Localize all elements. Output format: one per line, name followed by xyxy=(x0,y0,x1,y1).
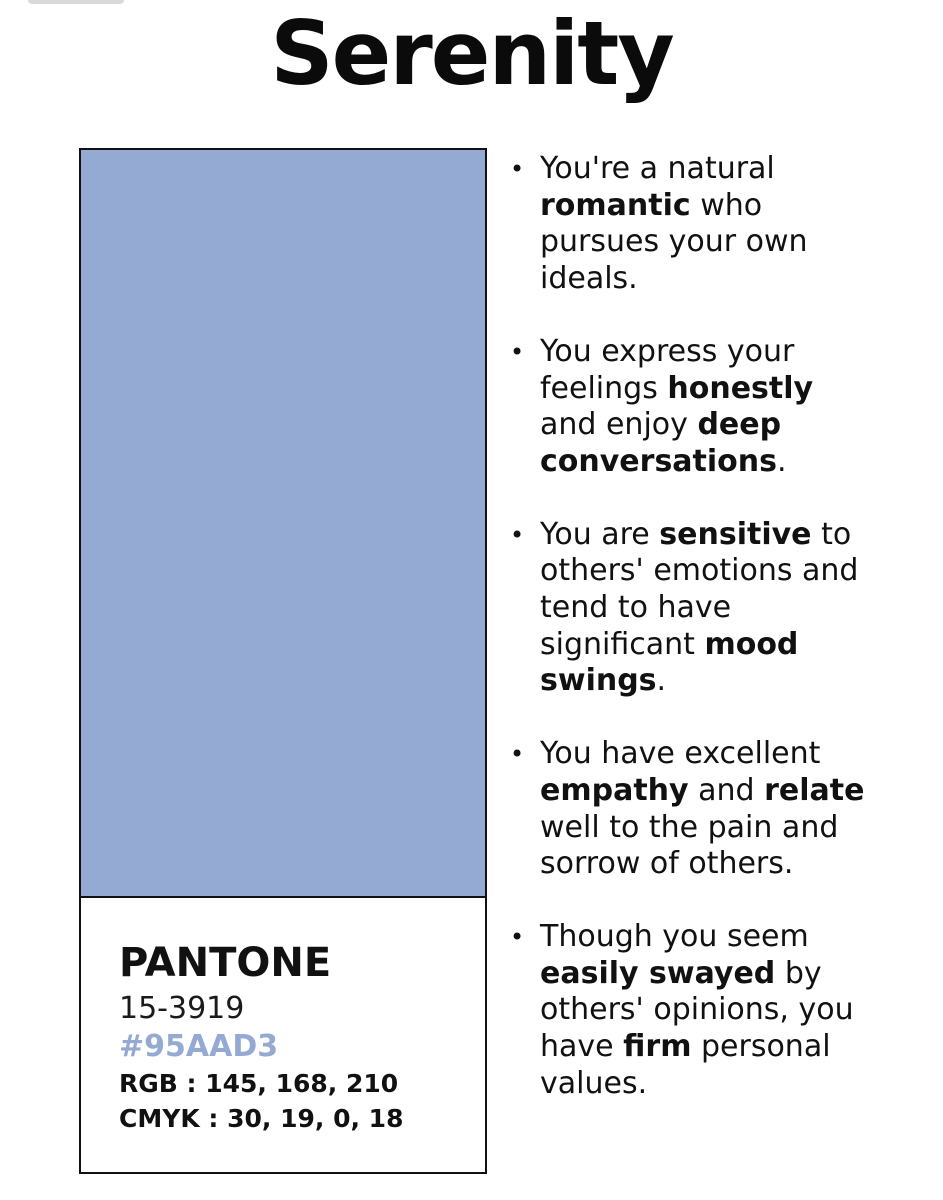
color-swatch xyxy=(81,150,485,898)
bullet-icon: • xyxy=(510,520,525,549)
pantone-hex: #95AAD3 xyxy=(119,1029,279,1064)
trait-emphasis: conversations xyxy=(540,443,777,479)
trait-emphasis: sensitive xyxy=(659,516,812,552)
trait-text: significant xyxy=(540,626,705,662)
trait-text: have xyxy=(540,1029,624,1065)
page-title: Serenity xyxy=(270,2,673,105)
trait-emphasis: mood xyxy=(704,626,799,662)
trait-text: by xyxy=(775,955,822,991)
trait-text: . xyxy=(656,663,667,699)
trait-emphasis: romantic xyxy=(540,187,691,223)
trait-text: pursues your own xyxy=(540,224,808,260)
pantone-info xyxy=(119,940,403,1136)
trait-text: tend to have xyxy=(540,590,732,626)
pantone-rgb: RGB : 145, 168, 210 xyxy=(119,1069,399,1098)
trait-text: well to the pain and xyxy=(540,809,839,845)
trait-text: to xyxy=(811,516,852,552)
trait-text: and xyxy=(688,772,765,808)
trait-emphasis: deep xyxy=(697,407,782,443)
trait-text: sorrow of others. xyxy=(540,846,794,882)
trait-emphasis: relate xyxy=(764,772,865,808)
bullet-icon: • xyxy=(510,922,525,951)
trait-emphasis: firm xyxy=(623,1029,692,1065)
trait-text: You're a natural xyxy=(540,151,775,186)
trait-item-empathy xyxy=(504,736,924,883)
trait-emphasis: easily swayed xyxy=(540,955,776,991)
trait-list xyxy=(504,151,924,1138)
trait-text: feelings xyxy=(540,370,668,406)
bullet-icon: • xyxy=(510,740,525,769)
trait-emphasis: empathy xyxy=(540,772,689,808)
trait-text: You are xyxy=(540,516,660,552)
trait-item-honesty xyxy=(504,334,924,481)
pantone-cmyk: CMYK : 30, 19, 0, 18 xyxy=(119,1104,404,1133)
trait-text: values. xyxy=(540,1065,648,1101)
trait-text: ideals. xyxy=(540,261,638,297)
trait-text: others' opinions, you xyxy=(540,992,854,1028)
trait-text: personal xyxy=(691,1029,831,1065)
bullet-icon: • xyxy=(510,337,525,366)
trait-item-romantic xyxy=(504,151,924,298)
trait-text: and enjoy xyxy=(540,407,698,443)
trait-text: Though you seem xyxy=(540,918,809,954)
pantone-brand: PANTONE xyxy=(119,940,332,986)
pantone-code: 15-3919 xyxy=(119,991,245,1026)
trait-text: You express your xyxy=(540,333,795,369)
trait-text: You have excellent xyxy=(540,736,821,772)
trait-item-swayed xyxy=(504,919,924,1103)
trait-text: others' emotions and xyxy=(540,553,859,589)
pantone-card xyxy=(79,148,487,1174)
trait-emphasis: swings xyxy=(540,663,657,699)
trait-text: who xyxy=(690,187,763,223)
bullet-icon: • xyxy=(510,155,525,183)
trait-item-sensitive xyxy=(504,517,924,701)
trait-text: . xyxy=(777,443,787,479)
trait-emphasis: honestly xyxy=(667,370,814,406)
